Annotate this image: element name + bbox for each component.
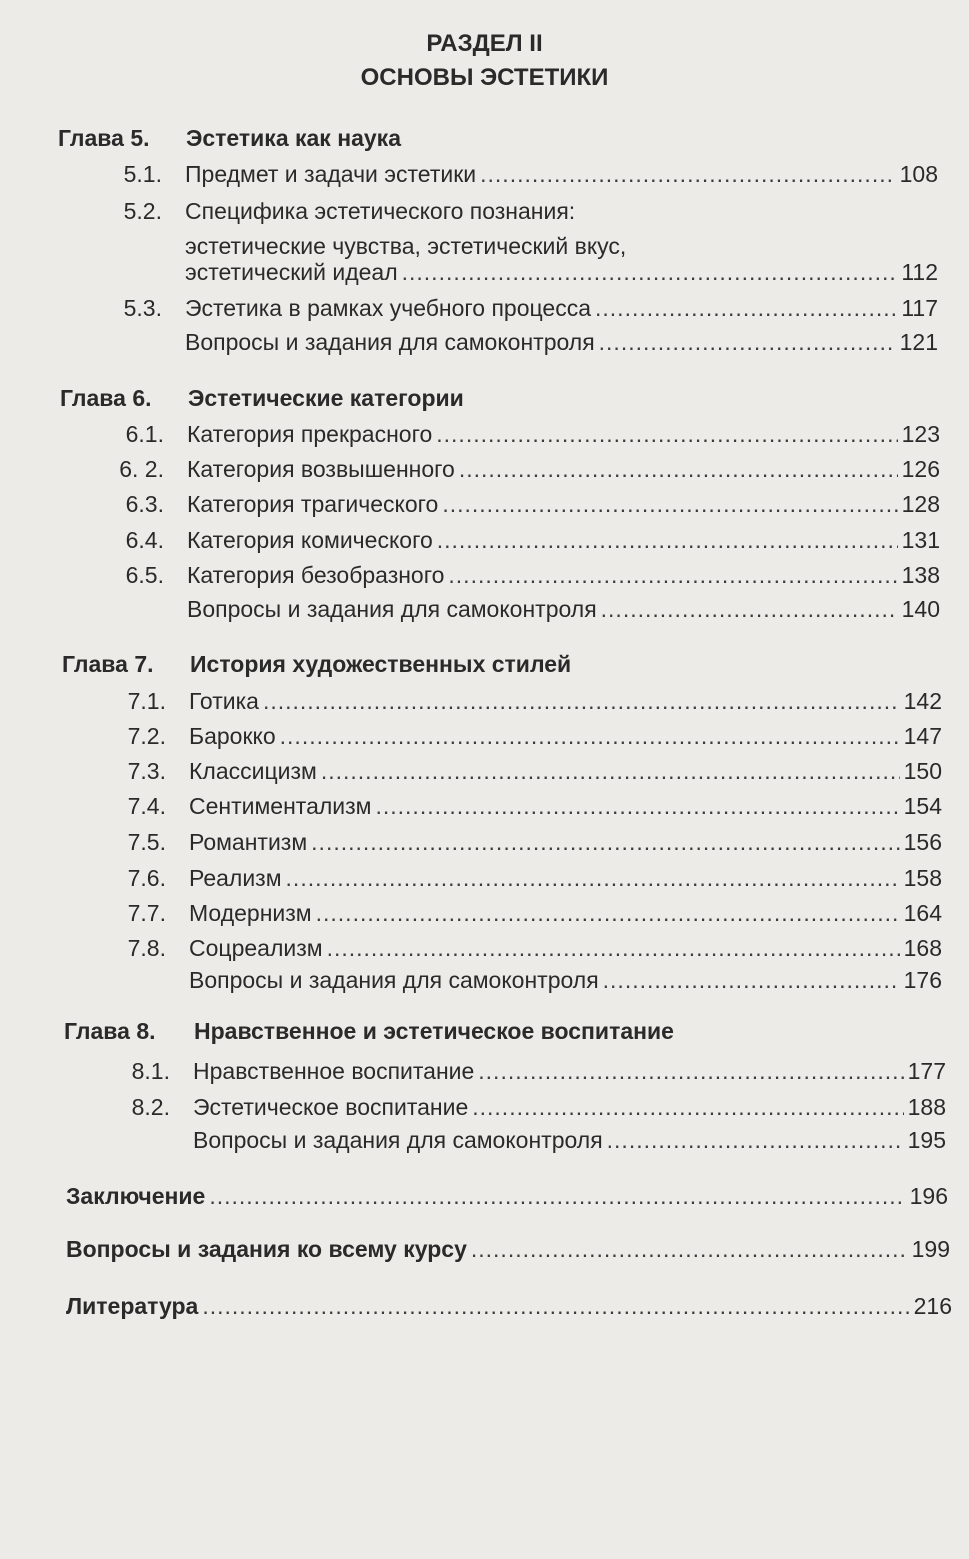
- chapter-title: История художественных стилей: [190, 651, 572, 677]
- entry-page: 164: [903, 900, 942, 926]
- entry-number: 6.3.: [125, 491, 164, 517]
- entry-page: 150: [903, 758, 942, 784]
- toc-entry[interactable]: [96, 899, 942, 927]
- entry-page: 216: [913, 1293, 952, 1319]
- entry-title: Категория прекрасного: [187, 421, 433, 447]
- toc-entry[interactable]: [92, 294, 938, 322]
- dot-leader: [321, 757, 900, 785]
- entry-title: Категория трагического: [187, 491, 439, 517]
- entry-number: 7.7.: [127, 900, 166, 926]
- toc-entry[interactable]: [100, 1057, 946, 1085]
- dot-leader: [263, 687, 900, 715]
- toc-entry[interactable]: [100, 1126, 946, 1154]
- dot-leader: [478, 1057, 903, 1085]
- entry-number: 7.1.: [127, 688, 166, 714]
- chapter-heading: [58, 124, 938, 152]
- entry-page: 123: [901, 421, 940, 447]
- entry-page: 108: [899, 161, 938, 187]
- entry-title: Классицизм: [189, 758, 317, 784]
- dot-leader: [209, 1182, 905, 1210]
- chapter-number: Глава 5.: [58, 125, 150, 151]
- toc-entry[interactable]: [96, 828, 942, 856]
- toc-entry[interactable]: [100, 1093, 946, 1121]
- entry-page: 126: [901, 456, 940, 482]
- entry-number: 7.2.: [127, 723, 166, 749]
- dot-leader: [603, 966, 900, 994]
- chapter-number: Глава 8.: [64, 1018, 156, 1044]
- dot-leader: [607, 1126, 904, 1154]
- section-label: РАЗДЕЛ II: [426, 30, 543, 57]
- toc-entry-literature[interactable]: [66, 1292, 952, 1320]
- dot-leader: [472, 1093, 903, 1121]
- entry-page: 156: [903, 829, 942, 855]
- entry-page: 199: [911, 1236, 950, 1262]
- entry-number: 8.1.: [131, 1058, 170, 1084]
- dot-leader: [471, 1235, 908, 1263]
- entry-page: 117: [901, 295, 938, 321]
- entry-page: 188: [907, 1094, 946, 1120]
- entry-page: 195: [907, 1127, 946, 1153]
- entry-title: Вопросы и задания ко всему курсу: [66, 1236, 467, 1262]
- entry-title: Заключение: [66, 1183, 206, 1209]
- entry-title: Вопросы и задания для самоконтроля: [185, 329, 595, 355]
- entry-title: Вопросы и задания для самоконтроля: [189, 967, 599, 993]
- entry-number: 5.1.: [123, 161, 162, 187]
- chapter-title: Нравственное и эстетическое воспитание: [194, 1018, 674, 1044]
- chapter-title: Эстетические категории: [188, 385, 464, 411]
- entry-title: Вопросы и задания для самоконтроля: [193, 1127, 603, 1153]
- dot-leader: [436, 420, 897, 448]
- entry-title: Категория комического: [187, 527, 433, 553]
- entry-page: 138: [901, 562, 940, 588]
- entry-number: 7.5.: [127, 829, 166, 855]
- entry-page: 196: [909, 1183, 948, 1209]
- toc-entry[interactable]: [96, 792, 942, 820]
- chapter-heading: [62, 650, 942, 678]
- dot-leader: [375, 792, 899, 820]
- dot-leader: [459, 455, 898, 483]
- toc-entry[interactable]: [94, 455, 940, 483]
- entry-number: 7.3.: [127, 758, 166, 784]
- section-title: ОСНОВЫ ЭСТЕТИКИ: [360, 64, 609, 91]
- dot-leader: [599, 328, 896, 356]
- entry-page: 131: [901, 527, 940, 553]
- entry-title: Литература: [66, 1293, 199, 1319]
- entry-page: 128: [901, 491, 940, 517]
- toc-entry[interactable]: [96, 687, 942, 715]
- entry-title: Категория возвышенного: [187, 456, 455, 482]
- entry-title: Соцреализм: [189, 935, 323, 961]
- dot-leader: [402, 258, 898, 286]
- entry-page: 154: [903, 793, 942, 819]
- toc-entry[interactable]: [94, 490, 940, 518]
- dot-leader: [442, 490, 897, 518]
- entry-title: Эстетическое воспитание: [193, 1094, 469, 1120]
- toc-entry[interactable]: [94, 595, 940, 623]
- entry-number: 5.3.: [123, 295, 162, 321]
- toc-entry[interactable]: [96, 864, 942, 892]
- entry-page: 176: [903, 967, 942, 993]
- entry-page: 177: [907, 1058, 946, 1084]
- entry-title: Сентиментализм: [189, 793, 372, 819]
- dot-leader: [595, 294, 897, 322]
- dot-leader: [202, 1292, 909, 1320]
- chapter-number: Глава 7.: [62, 651, 154, 677]
- toc-entry-course-questions[interactable]: [66, 1235, 950, 1263]
- dot-leader: [437, 526, 898, 554]
- entry-page: 140: [901, 596, 940, 622]
- entry-title: Нравственное воспитание: [193, 1058, 475, 1084]
- toc-entry[interactable]: [92, 160, 938, 188]
- toc-entry-continuation[interactable]: [185, 258, 938, 286]
- entry-number: 8.2.: [131, 1094, 170, 1120]
- dot-leader: [316, 899, 900, 927]
- entry-number: 7.8.: [127, 935, 166, 961]
- toc-entry[interactable]: [96, 722, 942, 750]
- dot-leader: [311, 828, 899, 856]
- chapter-heading: [64, 1017, 944, 1045]
- toc-entry[interactable]: [94, 526, 940, 554]
- entry-title: Предмет и задачи эстетики: [185, 161, 477, 187]
- entry-title: Эстетика в рамках учебного процесса: [185, 295, 592, 321]
- entry-title: Реализм: [189, 865, 282, 891]
- chapter-title: Эстетика как наука: [186, 125, 401, 151]
- dot-leader: [601, 595, 898, 623]
- entry-title: Модернизм: [189, 900, 312, 926]
- entry-page: 168: [903, 935, 942, 961]
- entry-title: Готика: [189, 688, 259, 714]
- entry-number: 6.1.: [125, 421, 164, 447]
- entry-title-line: эстетические чувства, эстетический вкус,: [185, 233, 627, 259]
- entry-number: 6.4.: [125, 527, 164, 553]
- toc-entry[interactable]: [96, 757, 942, 785]
- entry-title: Категория безобразного: [187, 562, 445, 588]
- entry-page: 142: [903, 688, 942, 714]
- entry-title: Романтизм: [189, 829, 308, 855]
- entry-number: 7.6.: [127, 865, 166, 891]
- toc-entry[interactable]: [92, 328, 938, 356]
- dot-leader: [448, 561, 897, 589]
- entry-title: эстетический идеал: [185, 259, 398, 285]
- entry-title-line: Специфика эстетического познания:: [185, 198, 576, 224]
- toc-entry[interactable]: [94, 561, 940, 589]
- dot-leader: [286, 864, 900, 892]
- dot-leader: [327, 934, 900, 962]
- toc-entry-multiline[interactable]: [92, 194, 626, 264]
- entry-title: Вопросы и задания для самоконтроля: [187, 596, 597, 622]
- toc-entry[interactable]: [94, 420, 940, 448]
- entry-title: Барокко: [189, 723, 276, 749]
- dot-leader: [480, 160, 895, 188]
- chapter-heading: [60, 384, 938, 412]
- entry-page: 121: [899, 329, 938, 355]
- entry-number: 6. 2.: [119, 456, 164, 482]
- dot-leader: [280, 722, 900, 750]
- entry-number: 7.4.: [127, 793, 166, 819]
- toc-entry[interactable]: [96, 966, 942, 994]
- entry-number: 6.5.: [125, 562, 164, 588]
- entry-page: 147: [903, 723, 942, 749]
- toc-entry[interactable]: [96, 934, 942, 962]
- entry-number: 5.2.: [123, 198, 162, 224]
- entry-page: 158: [903, 865, 942, 891]
- toc-entry-conclusion[interactable]: [66, 1182, 948, 1210]
- entry-page: 112: [901, 259, 938, 285]
- chapter-number: Глава 6.: [60, 385, 152, 411]
